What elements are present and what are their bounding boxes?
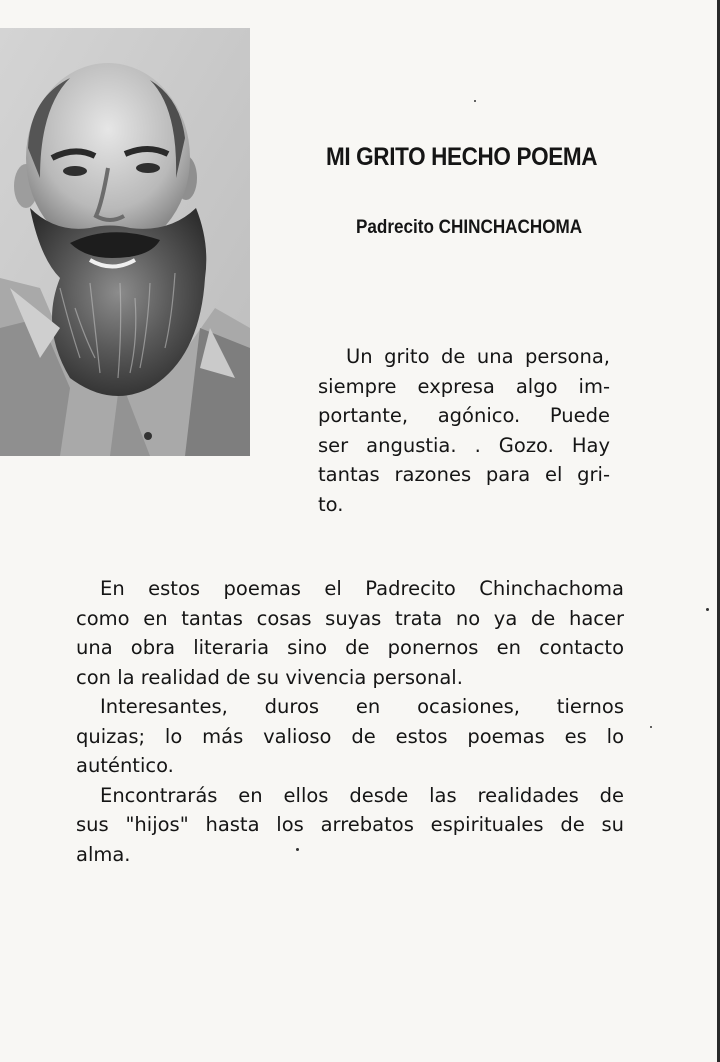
body-line: con la realidad de su vivencia personal. (76, 665, 463, 689)
author-name: Padrecito CHINCHACHOMA (356, 217, 583, 238)
body-line: En estos poemas el Padrecito Chinchachoma (100, 577, 624, 600)
body-line: Encontrarás en ellos desde las realidades de (100, 783, 624, 807)
body-line: Interesantes, duros en ocasiones, tiernos (100, 695, 624, 718)
body-line: auténtico. (76, 754, 174, 777)
print-speck (474, 100, 476, 102)
body-line: una obra literaria sino de ponernos en contacto (76, 636, 624, 659)
intro-line: siempre expresa algo im- (318, 374, 610, 398)
print-speck (296, 848, 299, 851)
author-photo (0, 28, 250, 456)
intro-paragraph (318, 342, 610, 519)
body-line: alma. (76, 842, 131, 866)
intro-line: ser angustia. . Gozo. Hay (318, 433, 610, 457)
body-line: como en tantas cosas suyas trata no ya de hacer (76, 606, 624, 630)
body-line: sus "hijos" hasta los arrebatos espirituales de su (76, 813, 624, 836)
intro-line: Un grito de una persona, (346, 345, 610, 368)
print-speck (706, 608, 709, 611)
description-paragraphs (76, 574, 624, 869)
print-speck (650, 726, 652, 728)
body-line: quizas; lo más valioso de estos poemas es lo (76, 724, 624, 748)
intro-line: tantas razones para el gri- (318, 463, 610, 486)
page-title: MI GRITO HECHO POEMA (326, 143, 598, 171)
intro-line: to. (318, 492, 344, 516)
intro-line: portante, agónico. Puede (318, 404, 610, 427)
